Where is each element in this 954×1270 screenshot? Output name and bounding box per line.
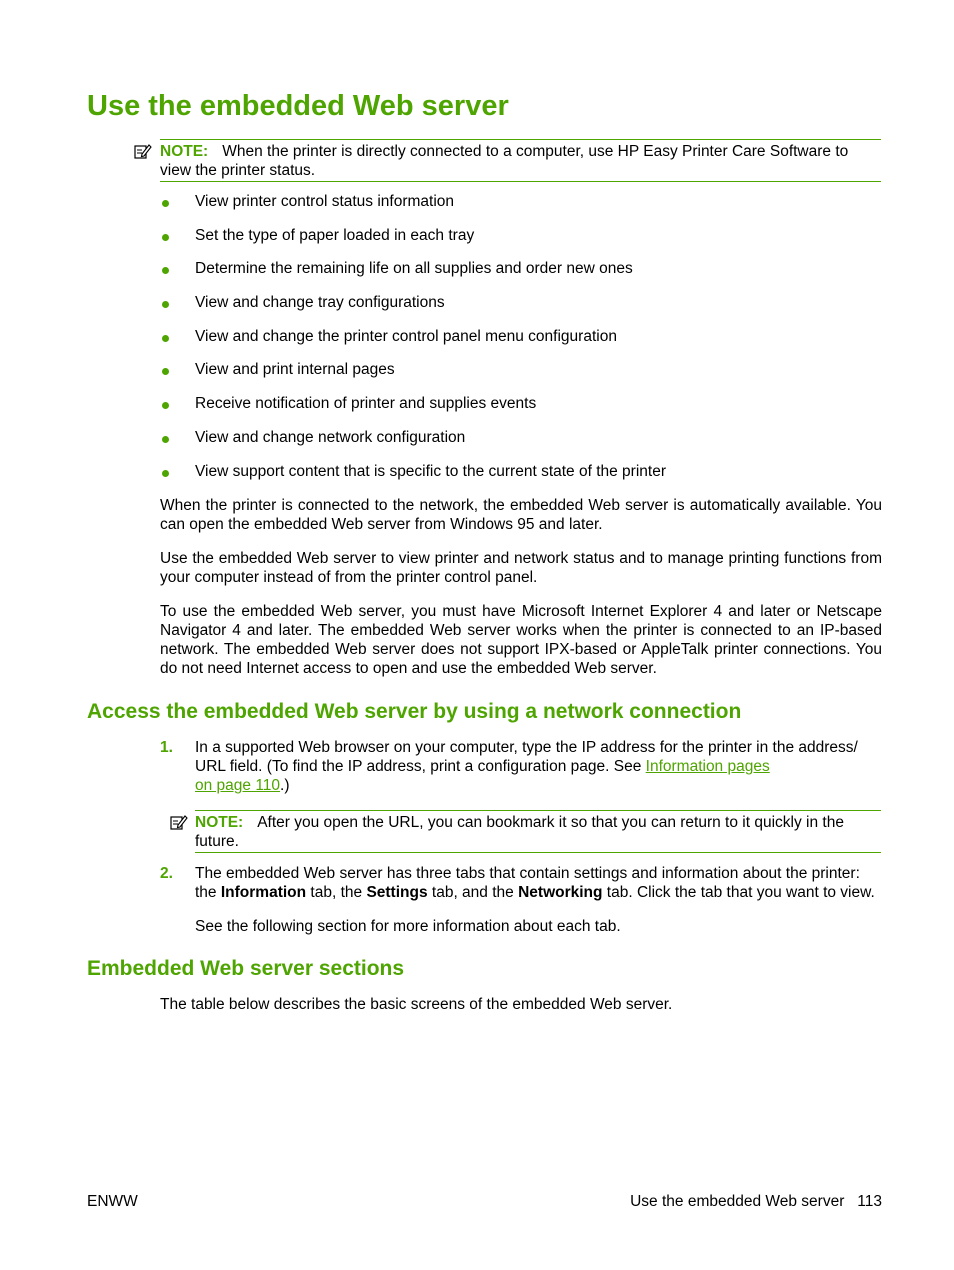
- list-item: View and change the printer control panel menu configuration: [160, 327, 666, 361]
- list-item: View and print internal pages: [160, 360, 666, 394]
- bullet-icon: [162, 402, 169, 409]
- step-2-followup: See the following section for more information about each tab.: [195, 918, 621, 935]
- step-2: 2. The embedded Web server has three tabs that contain settings and information about the printer: the Information tab, the Settings tab, and the Networking tab. Click the tab that you want to view.: [160, 865, 875, 901]
- list-item: Receive notification of printer and supplies events: [160, 394, 666, 428]
- footer-right: [630, 1193, 882, 1211]
- bullet-icon: [162, 335, 169, 342]
- paragraph: Use the embedded Web server to view printer and network status and to manage printing functions from your computer instead of from the printer control panel.: [160, 550, 882, 586]
- section-heading: Access the embedded Web server by using a network connection: [87, 700, 742, 723]
- paragraph: The table below describes the basic screens of the embedded Web server.: [160, 996, 673, 1013]
- list-item: Set the type of paper loaded in each tray: [160, 226, 666, 260]
- note-label: NOTE:: [195, 814, 244, 831]
- note-pencil-icon: [170, 814, 188, 836]
- note-box: [195, 810, 881, 853]
- section-heading: Embedded Web server sections: [87, 957, 405, 980]
- bullet-icon: [162, 368, 169, 375]
- note-label: NOTE:: [160, 143, 209, 160]
- footer-left: ENWW: [87, 1193, 138, 1210]
- paragraph: When the printer is connected to the network, the embedded Web server is automatically available. You can open the embedded Web server from Windows 95 and later.: [160, 497, 882, 533]
- page-title: Use the embedded Web server: [87, 90, 509, 122]
- information-pages-link-page[interactable]: on page 110: [195, 777, 281, 794]
- page-number: 113: [857, 1193, 882, 1210]
- bullet-icon: [162, 234, 169, 241]
- bullet-icon: [162, 267, 169, 274]
- bullet-icon: [162, 200, 169, 207]
- step-number: 1.: [160, 739, 173, 756]
- information-pages-link[interactable]: Information pages: [645, 758, 770, 775]
- note-text: After you open the URL, you can bookmark it so that you can return to it quickly in the future.: [195, 814, 844, 850]
- bullet-icon: [162, 470, 169, 477]
- note-box: [160, 139, 881, 182]
- note-pencil-icon: [134, 143, 152, 165]
- note-text: When the printer is directly connected to a computer, use HP Easy Printer Care Software to view the printer status.: [160, 143, 849, 179]
- step-1: 1. In a supported Web browser on your computer, type the IP address for the printer in the address/ URL field. (To find the IP address, print a configuration page. See Information pages on page 110.): [160, 739, 858, 794]
- feature-list: [160, 192, 666, 495]
- bullet-icon: [162, 436, 169, 443]
- list-item: View and change network configuration: [160, 428, 666, 462]
- bullet-icon: [162, 301, 169, 308]
- paragraph: To use the embedded Web server, you must have Microsoft Internet Explorer 4 and later or Netscape Navigator 4 and later. The embedded Web server works when the printer is connected to an IP-based network. The embedded Web server does not support IPX-based or AppleTalk printer connections. You do not need Internet access to open and use the embedded Web server.: [160, 603, 882, 677]
- footer-title: Use the embedded Web server: [630, 1193, 845, 1210]
- step-number: 2.: [160, 865, 173, 882]
- list-item: View support content that is specific to the current state of the printer: [160, 462, 666, 496]
- list-item: View and change tray configurations: [160, 293, 666, 327]
- list-item: Determine the remaining life on all supplies and order new ones: [160, 259, 666, 293]
- list-item: View printer control status information: [160, 192, 666, 226]
